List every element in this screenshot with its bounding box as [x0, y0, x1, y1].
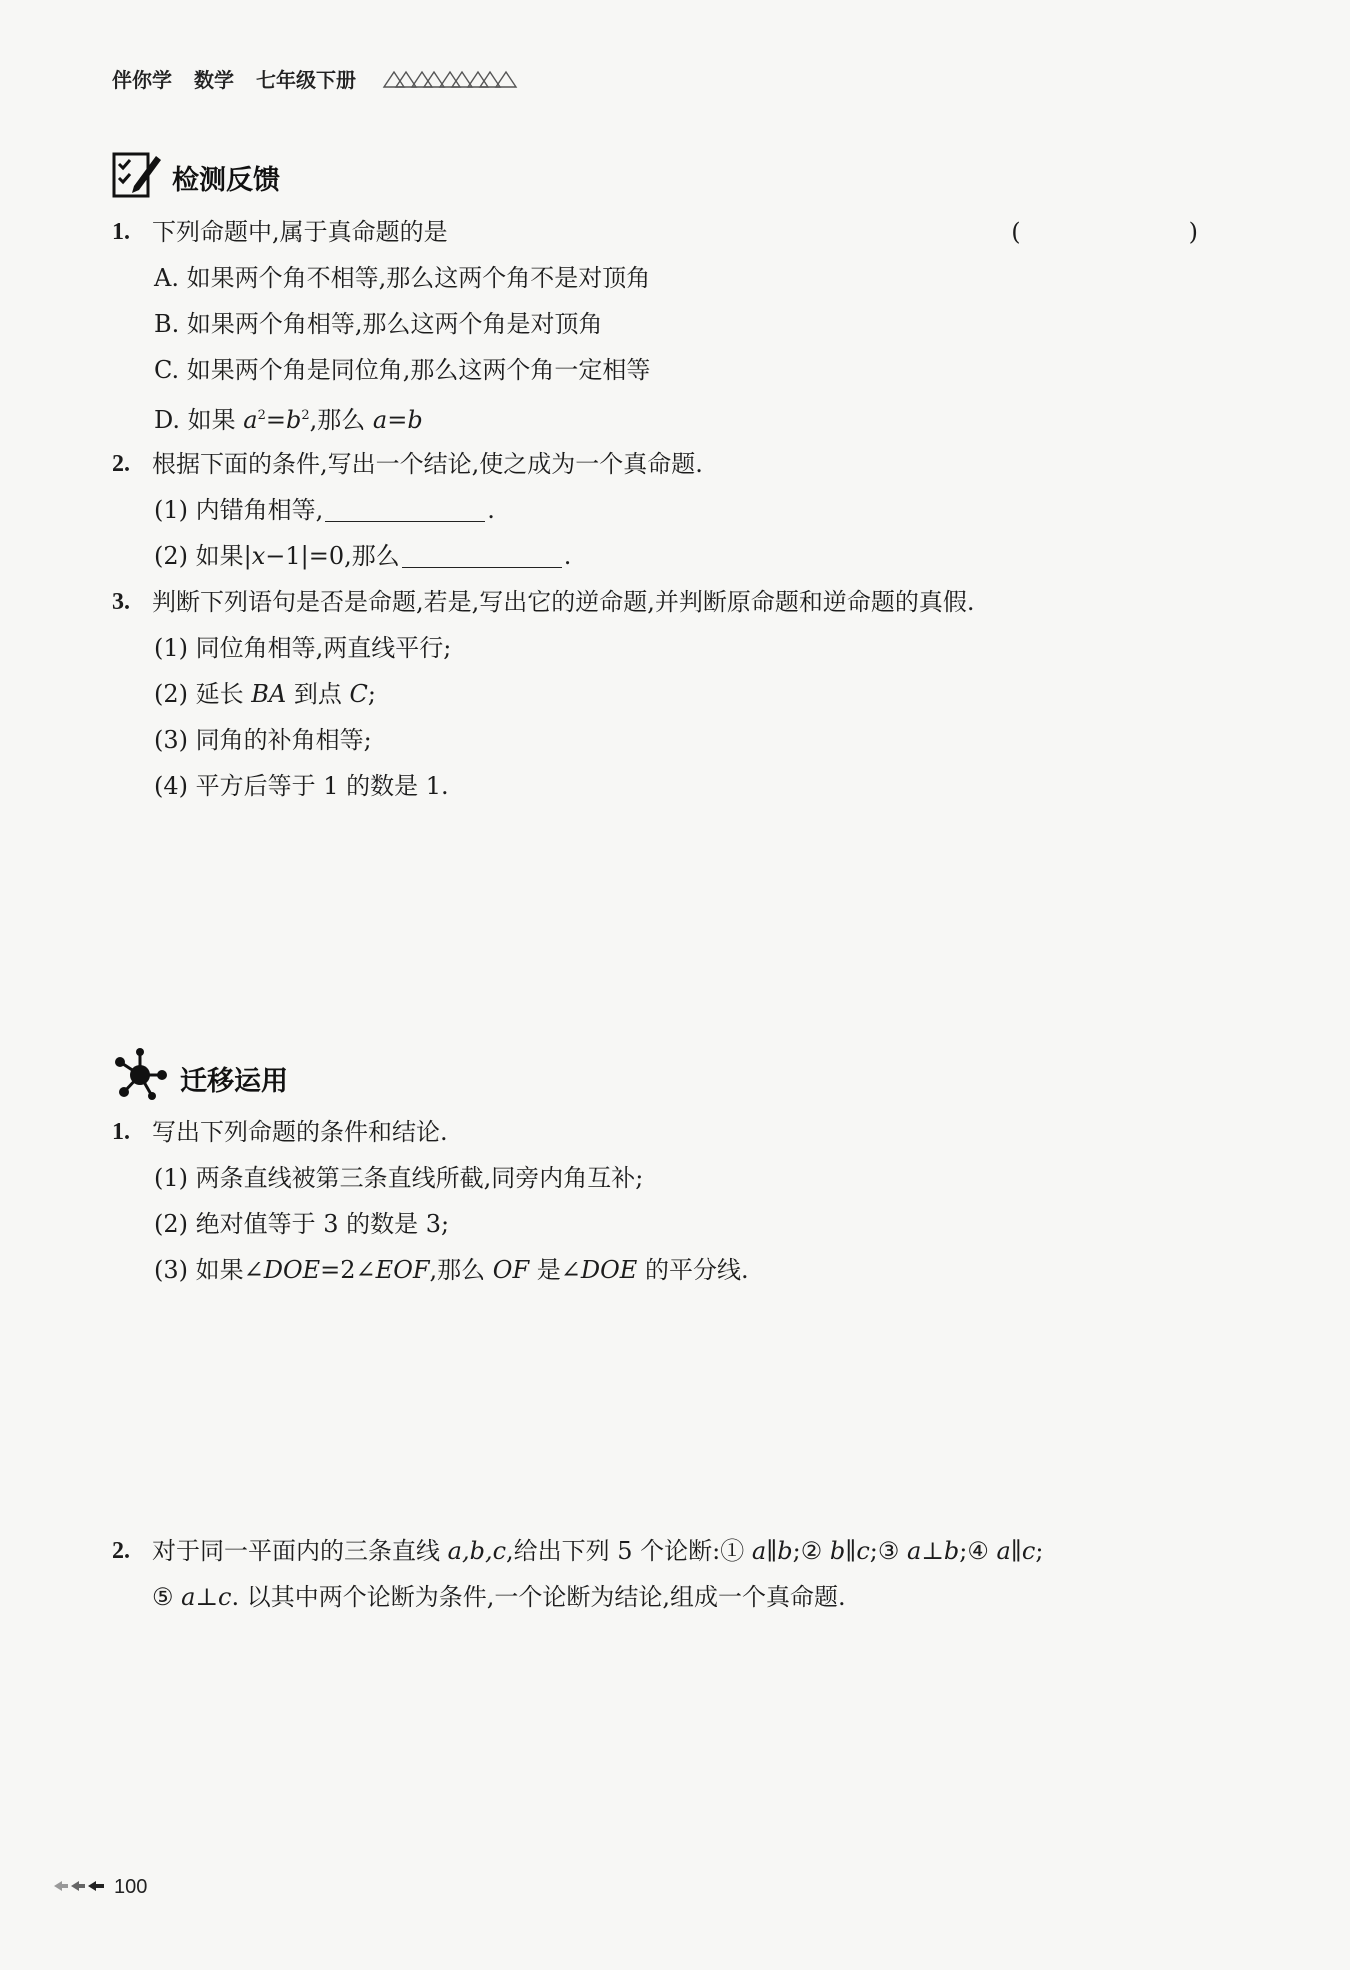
option-c: C. 如果两个角是同位角,那么这两个角一定相等	[154, 356, 651, 384]
text-segment: ;④	[959, 1537, 997, 1565]
sub-question-text: (2) 如果|	[154, 542, 252, 570]
question-stem	[112, 441, 1242, 487]
question-number: 2.	[112, 1538, 130, 1564]
section-title: 迁移运用	[180, 1066, 288, 1097]
question-2-transfer	[112, 1528, 1242, 1620]
var-a: a	[243, 406, 258, 434]
sub-question-1	[112, 487, 1242, 533]
semicolon: ;	[367, 680, 376, 708]
section-heading-transfer	[112, 1048, 288, 1109]
var-doe: DOE	[263, 1256, 321, 1284]
question-stem	[112, 579, 1242, 625]
period: .	[563, 542, 572, 570]
sub-question-1: (1) 同位角相等,两直线平行;	[154, 634, 452, 662]
question-1-feedback	[112, 209, 1242, 443]
answer-parentheses[interactable]: ( )	[1011, 218, 1238, 246]
grade-label: 七年级下册	[256, 68, 356, 92]
sub-question-text: 到点	[286, 680, 350, 708]
question-text: 写出下列命题的条件和结论.	[152, 1118, 448, 1146]
text-segment: ;	[1035, 1537, 1044, 1565]
question-text	[152, 1528, 1242, 1574]
sub-question-text: 是∠	[529, 1256, 581, 1284]
var-c: C	[349, 680, 368, 708]
question-continuation	[112, 1574, 1242, 1620]
var-eof: EOF	[375, 1256, 430, 1284]
running-header	[112, 64, 522, 93]
sub-question-2	[112, 533, 1242, 579]
var-a: a	[372, 406, 388, 434]
equals: =	[387, 406, 408, 434]
question-text: 根据下面的条件,写出一个结论,使之成为一个真命题.	[152, 450, 703, 478]
sub-question-text: (2) 延长	[154, 680, 252, 708]
question-stem	[112, 1109, 1242, 1155]
var-x: x	[251, 542, 266, 570]
question-number: 3.	[112, 589, 130, 615]
option-d: D. 如果 $a^2=b^2$,那么 a=b	[154, 406, 423, 434]
question-text: 下列命题中,属于真命题的是	[152, 218, 448, 246]
text-segment: ⑤	[152, 1583, 182, 1611]
answer-blank[interactable]	[325, 491, 485, 522]
text-segment: . 以其中两个论断为条件,一个论断为结论,组成一个真命题.	[231, 1583, 846, 1611]
question-number: 1.	[112, 1119, 130, 1145]
period: .	[487, 496, 495, 524]
text-segment: ,给出下列 5 个论断:①	[506, 1537, 752, 1565]
option-d-mid: ,那么	[309, 406, 373, 434]
sub-question-text: ,那么	[429, 1256, 493, 1284]
question-2-feedback	[112, 441, 1242, 579]
equals: =	[265, 406, 286, 434]
text-segment: ;②	[792, 1537, 830, 1565]
question-text: 判断下列语句是否是命题,若是,写出它的逆命题,并判断原命题和逆命题的真假.	[152, 588, 975, 616]
option-b: B. 如果两个角相等,那么这两个角是对顶角	[154, 310, 603, 338]
sub-question-text: −1|=0,那么	[265, 542, 400, 570]
var-b: b	[285, 406, 302, 434]
option-a: A. 如果两个角不相等,那么这两个角不是对顶角	[154, 264, 651, 292]
arrows-left-icon	[54, 1876, 108, 1899]
sub-question-2: (2) 绝对值等于 3 的数是 3;	[154, 1210, 450, 1238]
question-3-feedback	[112, 579, 1242, 809]
book-title: 伴你学	[112, 68, 172, 92]
statement-5: a⊥c	[181, 1583, 232, 1611]
text-segment: ;③	[869, 1537, 908, 1565]
sub-question-text: =2∠	[320, 1256, 376, 1284]
var-abc: a,b,c	[447, 1537, 507, 1565]
question-1-transfer	[112, 1109, 1242, 1293]
section-title: 检测反馈	[172, 165, 280, 196]
sub-question-3	[112, 1247, 1242, 1293]
var-doe: DOE	[580, 1256, 638, 1284]
molecule-network-icon	[112, 1048, 170, 1109]
option-d-prefix: D. 如果	[154, 406, 244, 434]
sub-question-2	[112, 671, 1242, 717]
sub-question-text: (3) 如果∠	[154, 1256, 264, 1284]
page-number: 100	[114, 1876, 148, 1898]
var-of: OF	[492, 1256, 530, 1284]
subject-label: 数学	[194, 68, 234, 92]
sub-question-4: (4) 平方后等于 1 的数是 1.	[154, 772, 449, 800]
text-segment: 对于同一平面内的三条直线	[152, 1537, 448, 1565]
checklist-pen-icon	[112, 148, 162, 207]
statement-3: a⊥b	[907, 1537, 960, 1565]
statement-1: a∥b	[751, 1537, 793, 1565]
page-footer	[54, 1876, 147, 1899]
sub-question-text: (1) 内错角相等,	[154, 496, 324, 524]
triangle-pattern-icon	[382, 69, 522, 89]
question-number: 2.	[112, 451, 130, 477]
question-stem	[112, 1528, 1242, 1574]
var-b: b	[407, 406, 423, 434]
statement-2: b∥c	[829, 1537, 870, 1565]
var-ba: BA	[251, 680, 287, 708]
sub-question-3: (3) 同角的补角相等;	[154, 726, 372, 754]
answer-blank[interactable]	[402, 537, 562, 568]
question-number: 1.	[112, 219, 130, 245]
sub-question-text: 的平分线.	[637, 1256, 749, 1284]
section-heading-feedback	[112, 148, 280, 207]
sub-question-1: (1) 两条直线被第三条直线所截,同旁内角互补;	[154, 1164, 644, 1192]
statement-4: a∥c	[996, 1537, 1036, 1565]
